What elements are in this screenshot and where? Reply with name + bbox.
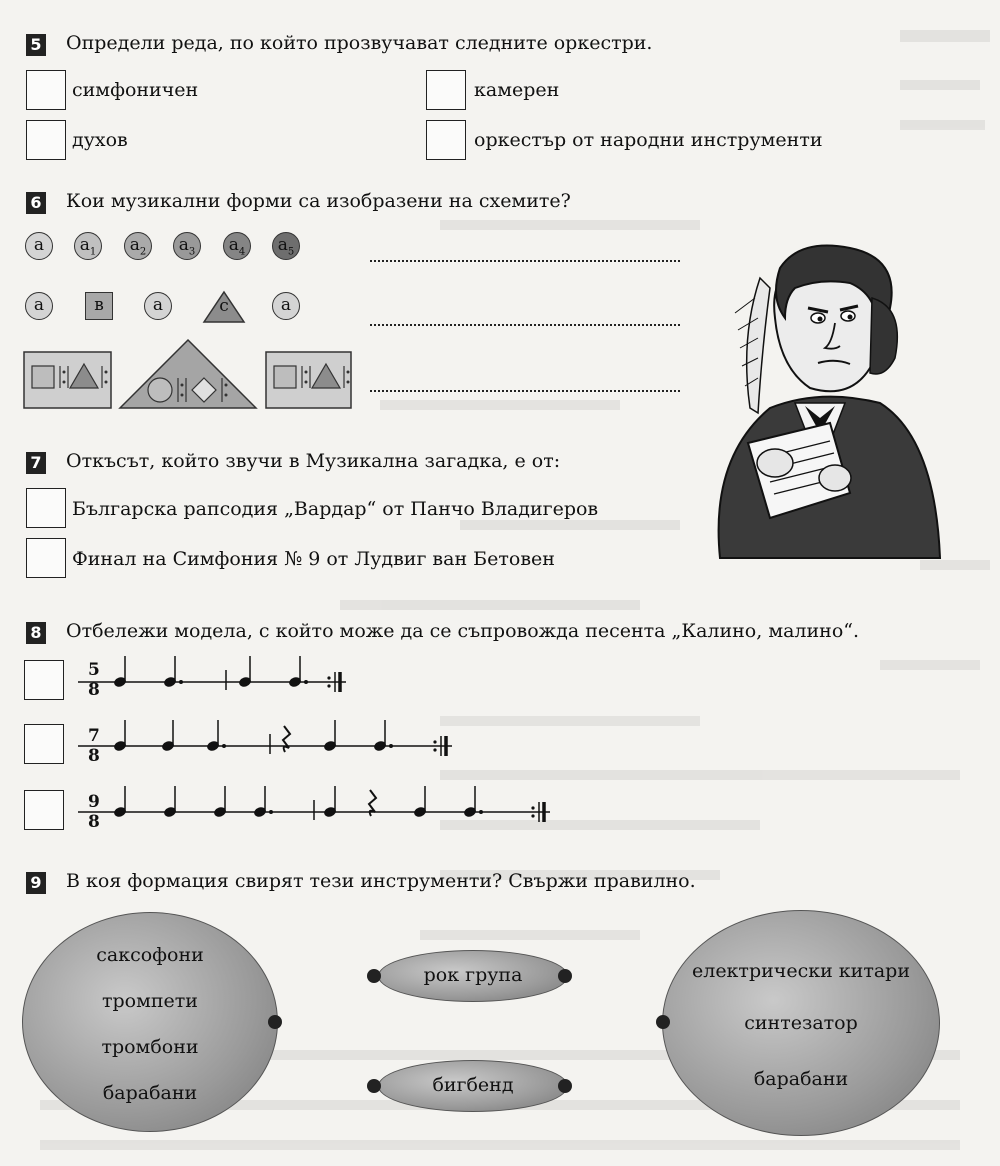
rhythm-1-meter-top: 5: [88, 660, 100, 680]
rhythm-2-meter-top: 7: [88, 726, 100, 746]
scheme1-circle-a1: $a_1$: [74, 232, 102, 260]
q5-option-brass: духов: [72, 129, 128, 151]
q5-box-brass[interactable]: [26, 120, 66, 160]
left-instrument-trumpets: тромпети: [102, 990, 198, 1012]
scheme2-circle-a2: a: [144, 292, 172, 320]
rhythm-2-staff: [78, 716, 458, 766]
scheme1-circle-a: a: [25, 232, 53, 260]
scheme1-circle-a5: $a_5$: [272, 232, 300, 260]
rock-group-dot-left[interactable]: [367, 969, 381, 983]
rock-group-dot-right[interactable]: [558, 969, 572, 983]
q7-box-vardar[interactable]: [26, 488, 66, 528]
bigband-dot-left[interactable]: [367, 1079, 381, 1093]
q5-option-symphonic: симфоничен: [72, 79, 199, 101]
scheme2-circle-a3: a: [272, 292, 300, 320]
rhythm-1-staff: [78, 650, 348, 700]
right-instrument-synthesizer: синтезатор: [744, 1012, 858, 1034]
rhythm-3-meter-top: 9: [88, 792, 100, 812]
rhythm-3-staff: [78, 782, 558, 832]
q7-option-vardar: Българска рапсодия „Вардар“ от Панчо Владигеров: [72, 498, 599, 520]
q8-box-rhythm-2[interactable]: [24, 724, 64, 764]
q5-option-folk: оркестър от народни инструменти: [474, 129, 823, 151]
question-9-number: 9: [26, 872, 46, 894]
scheme1-circle-a3: $a_3$: [173, 232, 201, 260]
bigband-dot-right[interactable]: [558, 1079, 572, 1093]
question-9-text: В коя формация свирят тези инструменти? Свържи правилно.: [66, 870, 696, 892]
q8-box-rhythm-1[interactable]: [24, 660, 64, 700]
right-instrument-electric-guitars: електрически китари: [692, 960, 910, 982]
scheme1-circle-a4: $a_4$: [223, 232, 251, 260]
q5-box-symphonic[interactable]: [26, 70, 66, 110]
rock-group-label: рок група: [423, 964, 523, 986]
right-connector-dot[interactable]: [656, 1015, 670, 1029]
question-7-number: 7: [26, 452, 46, 474]
scheme2-square-b: в: [85, 292, 113, 320]
q7-option-beethoven: Финал на Симфония № 9 от Лудвиг ван Бетовен: [72, 548, 555, 570]
scheme3-diagram: [22, 338, 354, 412]
scheme1-circle-a2: $a_2$: [124, 232, 152, 260]
q7-box-beethoven[interactable]: [26, 538, 66, 578]
left-instrument-drums: барабани: [102, 1082, 198, 1104]
question-8-text: Отбележи модела, с който може да се съпровожда песента „Калино, малино“.: [66, 620, 860, 642]
question-5-text: Определи реда, по който прозвучават следните оркестри.: [66, 32, 653, 54]
left-instrument-saxophones: саксофони: [96, 944, 204, 966]
bigband-label: бигбенд: [432, 1074, 514, 1096]
q5-option-chamber: камерен: [474, 79, 560, 101]
q5-box-folk[interactable]: [426, 120, 466, 160]
question-6-text: Кои музикални форми са изобразени на схемите?: [66, 190, 571, 212]
question-7-text: Откъсът, който звучи в Музикална загадка, е от:: [66, 450, 561, 472]
rhythm-2-meter-bottom: 8: [88, 746, 100, 766]
scheme3-answer-line[interactable]: [370, 390, 680, 392]
scheme2-answer-line[interactable]: [370, 324, 680, 326]
left-connector-dot[interactable]: [268, 1015, 282, 1029]
q8-box-rhythm-3[interactable]: [24, 790, 64, 830]
right-instrument-drums: барабани: [753, 1068, 849, 1090]
question-8-number: 8: [26, 622, 46, 644]
composer-illustration: [700, 238, 945, 563]
question-6-number: 6: [26, 192, 46, 214]
rhythm-3-meter-bottom: 8: [88, 812, 100, 832]
q5-box-chamber[interactable]: [426, 70, 466, 110]
scheme1-answer-line[interactable]: [370, 260, 680, 262]
scheme2-circle-a1: a: [25, 292, 53, 320]
scheme2-triangle-label: c: [219, 296, 229, 316]
rhythm-1-meter-bottom: 8: [88, 680, 100, 700]
question-5-number: 5: [26, 34, 46, 56]
left-instrument-trombones: тромбони: [101, 1036, 199, 1058]
